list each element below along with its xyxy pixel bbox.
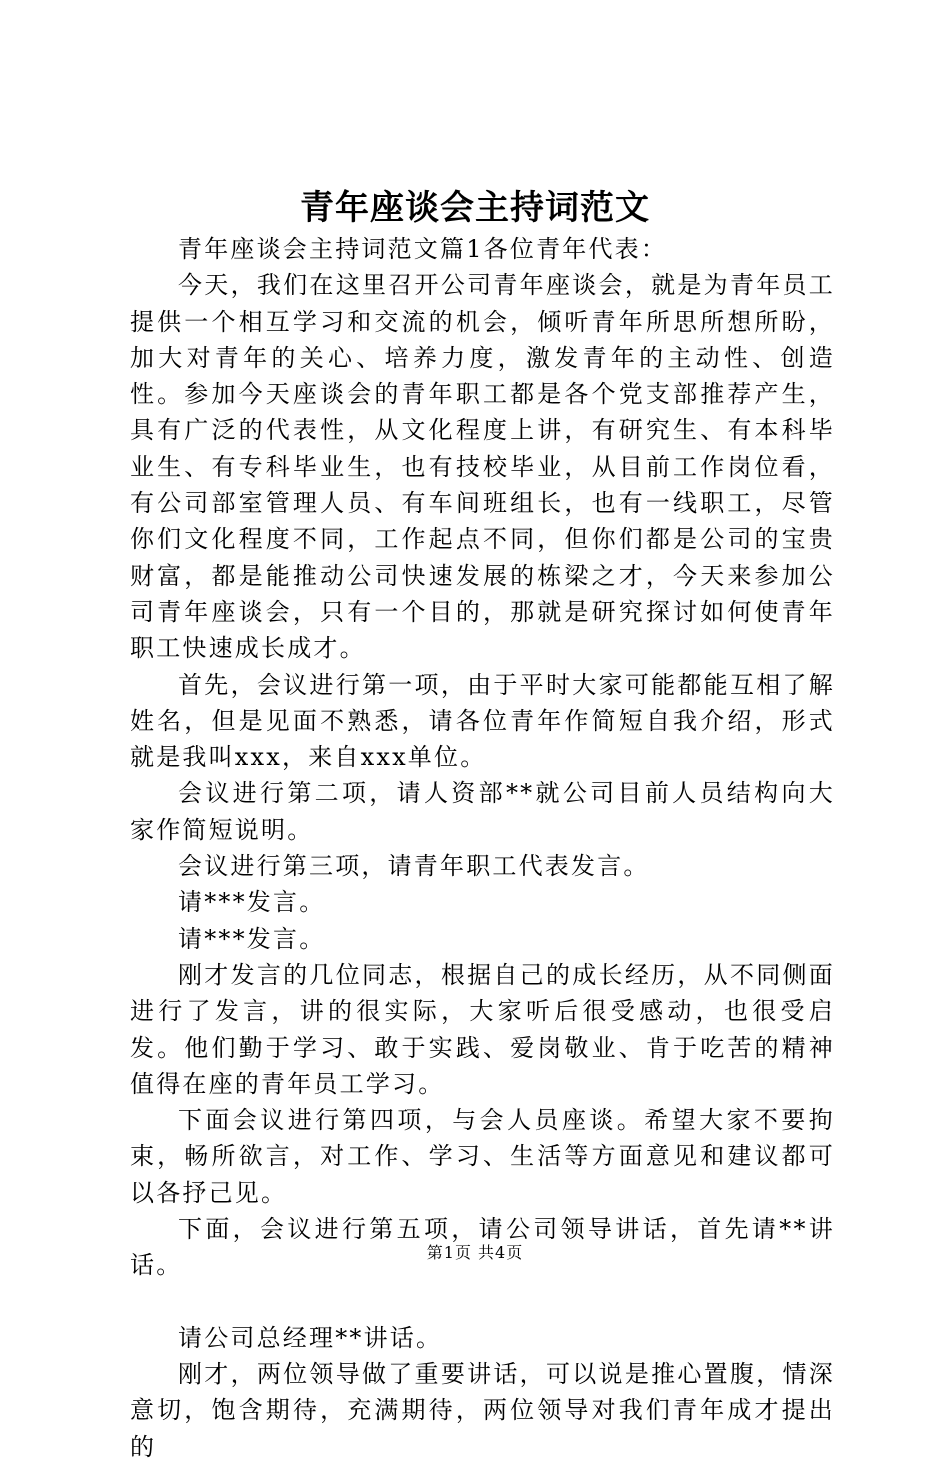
document-body	[130, 231, 835, 1465]
paragraph: 刚才，两位领导做了重要讲话，可以说是推心置腹，情深意切，饱含期待，充满期待，两位领导对我们青年成才提出的	[130, 1359, 835, 1461]
paragraph: 刚才发言的几位同志，根据自己的成长经历，从不同侧面进行了发言，讲的很实际，大家听后很受感动，也很受启发。他们勤于学习、敢于实践、爱岗敬业、肯于吃苦的精神值得在座的青年员工学习。	[130, 960, 835, 1098]
paragraph: 请公司总经理**讲话。	[178, 1323, 443, 1352]
paragraph: 青年座谈会主持词范文篇1各位青年代表：	[178, 235, 668, 263]
page-footer: 第1页 共4页	[426, 1243, 524, 1262]
document-title: 青年座谈会主持词范文	[300, 188, 650, 228]
paragraph: 今天，我们在这里召开公司青年座谈会，就是为青年员工提供一个相互学习和交流的机会，倾听青年所思所想所盼，加大对青年的关心、培养力度，激发青年的主动性、创造性。参加今天座谈会的青年职工都是各个党支部推荐产生，具有广泛的代表性，从文化程度上讲，有研究生、有本科毕业生、有专科毕业生，也有技校毕业，从目前工作岗位看，有公司部室管理人员、有车间班组长，也有一线职工，尽管你们文化程度不同，工作起点不同，但你们都是公司的宝贵财富，都是能推动公司快速发展的栋梁之才，今天来参加公司青年座谈会，只有一个目的，那就是研究探讨如何使青年职工快速成长成才。	[130, 271, 835, 663]
paragraph: 请***发言。	[178, 888, 326, 917]
paragraph: 请***发言。	[178, 924, 326, 953]
paragraph: 会议进行第三项，请青年职工代表发言。	[178, 852, 650, 881]
paragraph: 首先，会议进行第一项，由于平时大家可能都能互相了解姓名，但是见面不熟悉，请各位青年作简短自我介绍，形式就是我叫xxx，来自xxx单位。	[130, 670, 835, 772]
paragraph: 下面会议进行第四项，与会人员座谈。希望大家不要拘束，畅所欲言，对工作、学习、生活等方面意见和建议都可以各抒己见。	[130, 1106, 835, 1207]
paragraph: 下面，会议进行第五项，请公司领导讲话，首先请**讲话。	[130, 1215, 835, 1280]
paragraph: 会议进行第二项，请人资部**就公司目前人员结构向大家作简短说明。	[130, 779, 835, 844]
